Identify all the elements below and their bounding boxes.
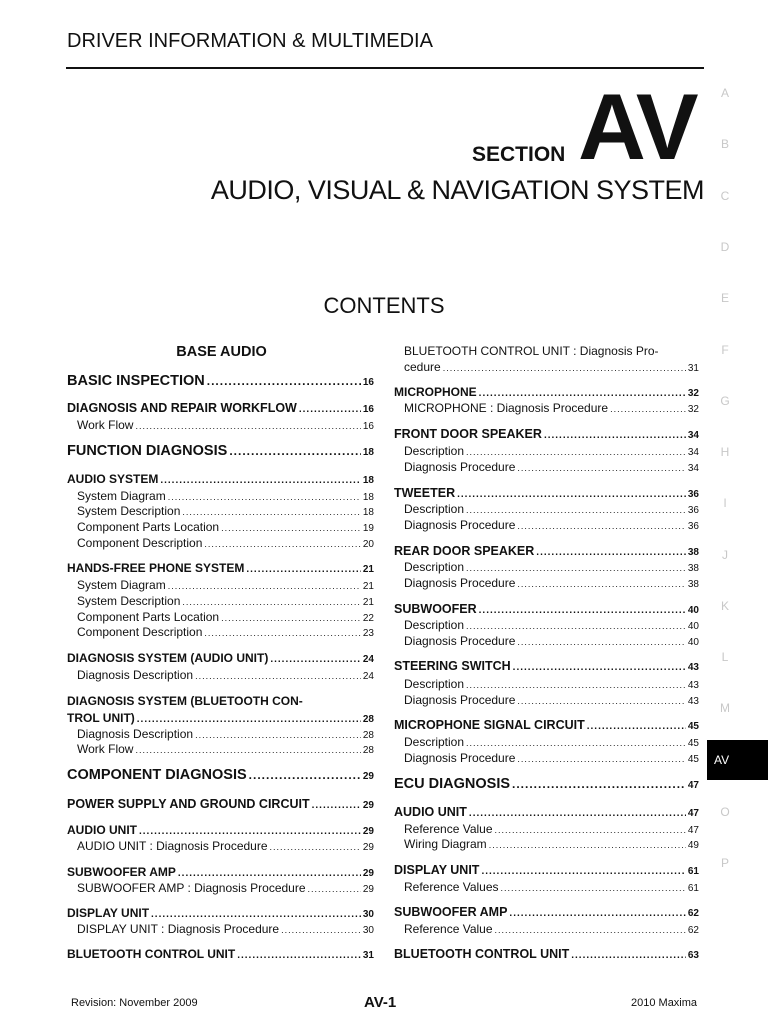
toc-entry-label: FRONT DOOR SPEAKER: [394, 427, 542, 441]
toc-entry-label: Component Parts Location: [77, 610, 220, 624]
toc-entry[interactable]: [394, 659, 699, 673]
toc-leader: [237, 950, 361, 961]
toc-entry-page: 40: [687, 621, 699, 632]
toc-entry-label: Diagnosis Procedure: [404, 693, 516, 707]
toc-entry-label: AUDIO UNIT: [394, 805, 467, 819]
toc-entry[interactable]: [404, 460, 699, 474]
toc-leader: [281, 925, 361, 935]
toc-entry[interactable]: [67, 767, 374, 783]
toc-leader: [501, 883, 686, 893]
toc-entry-label-line1: BLUETOOTH CONTROL UNIT : Diagnosis Pro-: [404, 344, 659, 358]
toc-entry-page: 16: [362, 404, 374, 415]
toc-leader: [270, 654, 361, 665]
toc-entry-page: 38: [687, 547, 699, 558]
toc-entry[interactable]: [404, 693, 699, 707]
toc-entry-page: 63: [687, 950, 699, 961]
toc-leader: [443, 363, 686, 373]
toc-leader: [495, 925, 686, 935]
toc-leader: [312, 800, 361, 811]
toc-leader: [137, 714, 361, 725]
toc-entry[interactable]: [404, 576, 699, 590]
toc-entry[interactable]: [394, 776, 699, 792]
toc-entry-label: System Diagram: [77, 489, 166, 503]
toc-entry-label: Wiring Diagram: [404, 837, 487, 851]
toc-entry-label: SUBWOOFER AMP: [394, 905, 508, 919]
toc-entry-label: TROL UNIT): [67, 711, 135, 725]
toc-entry-page: 30: [362, 909, 374, 920]
toc-entry-label: Description: [404, 560, 465, 574]
toc-entry-label: BLUETOOTH CONTROL UNIT: [67, 947, 236, 961]
toc-leader: [246, 564, 361, 575]
toc-leader: [517, 637, 685, 647]
toc-entry-label: AUDIO UNIT : Diagnosis Procedure: [77, 839, 268, 853]
toc-leader: [249, 768, 361, 782]
toc-entry-page: 38: [687, 579, 699, 590]
toc-entry-page: 62: [687, 925, 699, 936]
toc-entry-page: 29: [362, 884, 374, 895]
toc-entry-page: 36: [687, 505, 699, 516]
toc-entry-page: 24: [362, 654, 374, 665]
toc-leader: [229, 444, 361, 458]
toc-entry-label: STEERING SWITCH: [394, 659, 511, 673]
index-tab-k[interactable]: K: [720, 599, 729, 613]
toc-entry-label: Work Flow: [77, 418, 134, 432]
toc-entry-label: AUDIO UNIT: [67, 823, 137, 837]
toc-entry[interactable]: [394, 385, 699, 399]
toc-entry-label: TWEETER: [394, 486, 456, 500]
toc-entry-page: 28: [362, 745, 374, 756]
toc-entry[interactable]: [67, 711, 374, 725]
toc-entry-page: 43: [687, 680, 699, 691]
toc-entry-label: System Description: [77, 504, 181, 518]
toc-entry[interactable]: [67, 401, 374, 415]
toc-leader: [466, 447, 686, 457]
toc-entry-page: 18: [362, 447, 374, 458]
index-tab-g[interactable]: G: [720, 394, 730, 408]
toc-entry-page: 62: [687, 908, 699, 919]
toc-entry[interactable]: [394, 602, 699, 616]
toc-leader: [270, 842, 361, 852]
index-tab-c[interactable]: C: [720, 189, 730, 203]
toc-entry-page: 34: [687, 430, 699, 441]
toc-entry[interactable]: [404, 502, 699, 516]
toc-leader: [160, 475, 361, 486]
toc-entry-page: 47: [687, 825, 699, 836]
toc-entry-label: DIAGNOSIS AND REPAIR WORKFLOW: [67, 401, 297, 415]
toc-leader: [182, 597, 361, 607]
toc-entry-page: 31: [687, 363, 699, 374]
index-tab-i[interactable]: I: [723, 496, 727, 510]
toc-entry-page: 24: [362, 671, 374, 682]
toc-entry-label: ECU DIAGNOSIS: [394, 776, 511, 792]
toc-entry-label: Description: [404, 502, 465, 516]
toc-entry-page: 43: [687, 696, 699, 707]
index-tab-a[interactable]: A: [720, 86, 729, 100]
toc-entry[interactable]: [77, 520, 374, 534]
toc-entry-label: COMPONENT DIAGNOSIS: [67, 767, 247, 783]
toc-entry[interactable]: [404, 360, 699, 374]
toc-entry-label: MICROPHONE SIGNAL CIRCUIT: [394, 718, 585, 732]
toc-entry-page: 61: [687, 866, 699, 877]
toc-entry-page: 40: [687, 605, 699, 616]
toc-leader: [195, 730, 361, 740]
toc-entry-label: Diagnosis Procedure: [404, 460, 516, 474]
index-tab-av-active[interactable]: AV: [707, 740, 768, 780]
toc-entry-label: Diagnosis Procedure: [404, 751, 516, 765]
toc-entry-page: 20: [362, 539, 374, 550]
toc-entry-page: 18: [362, 475, 374, 486]
toc-entry[interactable]: [67, 906, 374, 920]
toc-entry-page: 47: [687, 808, 699, 819]
toc-entry-label: BLUETOOTH CONTROL UNIT: [394, 947, 570, 961]
header-divider: [66, 67, 704, 69]
toc-entry-label: Component Parts Location: [77, 520, 220, 534]
toc-entry-page: 49: [687, 840, 699, 851]
index-tab-b[interactable]: B: [720, 137, 729, 151]
toc-entry[interactable]: [394, 863, 699, 877]
toc-entry[interactable]: [394, 544, 699, 558]
toc-entry[interactable]: [67, 373, 374, 389]
toc-entry-page: 19: [362, 523, 374, 534]
index-tab-d[interactable]: D: [720, 240, 730, 254]
toc-entry-page: 16: [362, 421, 374, 432]
toc-entry[interactable]: [404, 751, 699, 765]
index-tab-o[interactable]: O: [720, 805, 730, 819]
toc-entry-page: 34: [687, 447, 699, 458]
toc-entry-page: 21: [362, 564, 374, 575]
footer-page-number: AV-1: [364, 994, 397, 1011]
toc-entry-label: cedure: [404, 360, 441, 374]
toc-entry-label: Diagnosis Procedure: [404, 576, 516, 590]
toc-entry[interactable]: [67, 443, 374, 459]
toc-entry-label: DIAGNOSIS SYSTEM (AUDIO UNIT): [67, 651, 269, 665]
toc-entry-label-line1: DIAGNOSIS SYSTEM (BLUETOOTH CON-: [67, 694, 303, 708]
toc-entry-page: 16: [362, 377, 374, 388]
toc-entry[interactable]: [77, 578, 374, 592]
toc-entry-label: Description: [404, 618, 465, 632]
index-tab-h[interactable]: H: [720, 445, 730, 459]
toc-leader: [481, 866, 685, 877]
toc-leader: [135, 421, 360, 431]
toc-entry-label: Diagnosis Procedure: [404, 518, 516, 532]
toc-entry-label: Component Description: [77, 536, 203, 550]
toc-entry[interactable]: [394, 486, 699, 500]
toc-entry-label: Description: [404, 735, 465, 749]
toc-entry[interactable]: [77, 922, 374, 936]
toc-leader: [299, 404, 361, 415]
index-tab-l[interactable]: L: [721, 650, 729, 664]
toc-entry[interactable]: [404, 444, 699, 458]
toc-entry-label: DISPLAY UNIT: [67, 906, 150, 920]
toc-entry-page: 36: [687, 521, 699, 532]
toc-leader: [469, 808, 686, 819]
toc-entry-label: MICROPHONE: [394, 385, 477, 399]
index-tab-f[interactable]: F: [721, 343, 729, 357]
manual-category-title: DRIVER INFORMATION & MULTIMEDIA: [67, 30, 433, 52]
toc-entry-page: 47: [687, 780, 699, 791]
toc-entry[interactable]: [404, 837, 699, 851]
toc-entry-page: 28: [362, 714, 374, 725]
toc-leader: [571, 950, 686, 961]
toc-leader: [151, 909, 361, 920]
toc-entry-label: Description: [404, 677, 465, 691]
toc-entry-label: Reference Value: [404, 922, 493, 936]
toc-leader: [517, 754, 685, 764]
toc-entry[interactable]: [77, 742, 374, 756]
toc-entry-page: 18: [362, 507, 374, 518]
toc-leader: [466, 680, 686, 690]
toc-leader: [479, 388, 686, 399]
toc-entry-label: REAR DOOR SPEAKER: [394, 544, 535, 558]
toc-leader: [204, 539, 360, 549]
toc-entry-label: Reference Values: [404, 880, 499, 894]
toc-leader: [168, 492, 361, 502]
toc-leader: [466, 563, 686, 573]
toc-leader: [168, 581, 361, 591]
index-tab-e[interactable]: E: [720, 291, 729, 305]
toc-entry-label: POWER SUPPLY AND GROUND CIRCUIT: [67, 797, 310, 811]
toc-leader: [207, 374, 361, 388]
toc-entry[interactable]: [394, 427, 699, 441]
toc-entry-page: 36: [687, 489, 699, 500]
toc-leader: [509, 908, 685, 919]
toc-entry-page: 43: [687, 662, 699, 673]
toc-entry[interactable]: [77, 610, 374, 624]
toc-entry-page: 29: [362, 771, 374, 782]
toc-entry-page: 18: [362, 492, 374, 503]
toc-entry-page: 21: [362, 581, 374, 592]
toc-leader: [221, 613, 361, 623]
toc-leader: [135, 745, 360, 755]
toc-entry-page: 45: [687, 754, 699, 765]
toc-leader: [182, 507, 361, 517]
toc-entry[interactable]: [394, 947, 699, 961]
toc-leader: [517, 463, 685, 473]
section-label: SECTION: [472, 143, 566, 166]
toc-entry-label: Diagnosis Procedure: [404, 634, 516, 648]
toc-leader: [466, 738, 686, 748]
toc-entry-label: FUNCTION DIAGNOSIS: [67, 443, 228, 459]
toc-entry[interactable]: [404, 518, 699, 532]
toc-entry[interactable]: [77, 594, 374, 608]
toc-entry[interactable]: [77, 536, 374, 550]
toc-entry-label: AUDIO SYSTEM: [67, 472, 159, 486]
toc-entry-page: 38: [687, 563, 699, 574]
toc-entry[interactable]: [404, 735, 699, 749]
toc-entry-page: 31: [362, 950, 374, 961]
toc-entry-page: 40: [687, 637, 699, 648]
toc-group-title: BASE AUDIO: [176, 344, 267, 360]
toc-leader: [308, 884, 361, 894]
toc-entry[interactable]: [67, 865, 374, 879]
toc-leader: [479, 605, 686, 616]
toc-entry-label: System Description: [77, 594, 181, 608]
toc-entry-label: SUBWOOFER AMP: [67, 865, 176, 879]
toc-entry[interactable]: [394, 905, 699, 919]
toc-entry-label: Component Description: [77, 625, 203, 639]
toc-entry-label: Description: [404, 444, 465, 458]
toc-leader: [517, 696, 685, 706]
toc-entry-page: 21: [362, 597, 374, 608]
section-title: AUDIO, VISUAL & NAVIGATION SYSTEM: [210, 175, 704, 205]
toc-entry-label: BASIC INSPECTION: [67, 373, 205, 389]
toc-leader: [513, 662, 686, 673]
toc-entry-page: 29: [362, 868, 374, 879]
toc-entry[interactable]: [67, 823, 374, 837]
toc-entry-label: HANDS-FREE PHONE SYSTEM: [67, 561, 245, 575]
toc-leader: [517, 579, 685, 589]
toc-entry[interactable]: [77, 489, 374, 503]
toc-entry-page: 32: [687, 404, 699, 415]
toc-entry[interactable]: [394, 718, 699, 732]
toc-entry-label: Work Flow: [77, 742, 134, 756]
toc-entry[interactable]: [77, 668, 374, 682]
section-code: AV: [578, 74, 696, 179]
toc-leader: [195, 671, 361, 681]
toc-entry-page: 61: [687, 883, 699, 894]
toc-leader: [466, 505, 686, 515]
toc-entry-page: 45: [687, 738, 699, 749]
toc-entry[interactable]: [77, 727, 374, 741]
toc-entry[interactable]: [404, 880, 699, 894]
contents-heading: CONTENTS: [323, 293, 445, 318]
toc-leader: [204, 628, 360, 638]
toc-entry-label: SUBWOOFER: [394, 602, 477, 616]
toc-entry-page: 28: [362, 730, 374, 741]
toc-entry[interactable]: [77, 625, 374, 639]
toc-entry-label: DISPLAY UNIT: [394, 863, 480, 877]
toc-entry-label: SUBWOOFER AMP : Diagnosis Procedure: [77, 881, 306, 895]
toc-leader: [610, 404, 686, 414]
footer-model: 2010 Maxima: [631, 997, 698, 1009]
toc-entry-page: 32: [687, 388, 699, 399]
toc-entry-page: 23: [362, 628, 374, 639]
toc-leader: [517, 521, 685, 531]
toc-entry-page: 22: [362, 613, 374, 624]
toc-entry-page: 29: [362, 842, 374, 853]
footer-revision: Revision: November 2009: [71, 997, 198, 1009]
toc-entry[interactable]: [404, 618, 699, 632]
toc-entry[interactable]: [404, 677, 699, 691]
toc-leader: [466, 621, 686, 631]
toc-entry[interactable]: [67, 561, 374, 575]
toc-entry-label: Diagnosis Description: [77, 668, 194, 682]
toc-entry[interactable]: [67, 651, 374, 665]
toc-entry-label: Diagnosis Description: [77, 727, 194, 741]
toc-leader: [544, 430, 686, 441]
toc-entry[interactable]: [404, 822, 699, 836]
toc-entry-page: 45: [687, 721, 699, 732]
toc-leader: [495, 825, 686, 835]
toc-entry-label: MICROPHONE : Diagnosis Procedure: [404, 401, 609, 415]
toc-leader: [178, 868, 361, 879]
toc-leader: [512, 777, 686, 791]
toc-entry-page: 30: [362, 925, 374, 936]
toc-entry-label: DISPLAY UNIT : Diagnosis Procedure: [77, 922, 280, 936]
toc-leader: [221, 523, 361, 533]
toc-entry[interactable]: [67, 947, 374, 961]
index-tab-p[interactable]: P: [720, 856, 729, 870]
index-tab-m[interactable]: M: [720, 701, 730, 715]
toc-leader: [139, 826, 361, 837]
toc-leader: [457, 489, 686, 500]
toc-entry-page: 29: [362, 800, 374, 811]
toc-leader: [489, 840, 686, 850]
toc-entry[interactable]: [404, 401, 699, 415]
toc-entry[interactable]: [67, 472, 374, 486]
toc-entry[interactable]: [77, 839, 374, 853]
toc-entry[interactable]: [394, 805, 699, 819]
toc-entry[interactable]: [67, 797, 374, 811]
toc-entry[interactable]: [77, 881, 374, 895]
index-tab-j[interactable]: J: [722, 548, 728, 562]
toc-leader: [587, 721, 686, 732]
toc-entry[interactable]: [77, 504, 374, 518]
toc-entry-label: Reference Value: [404, 822, 493, 836]
toc-entry[interactable]: [404, 560, 699, 574]
toc-entry-label: System Diagram: [77, 578, 166, 592]
toc-leader: [536, 547, 686, 558]
toc-entry[interactable]: [77, 418, 374, 432]
toc-entry-page: 29: [362, 826, 374, 837]
toc-entry-page: 34: [687, 463, 699, 474]
toc-entry[interactable]: [404, 634, 699, 648]
toc-entry[interactable]: [404, 922, 699, 936]
